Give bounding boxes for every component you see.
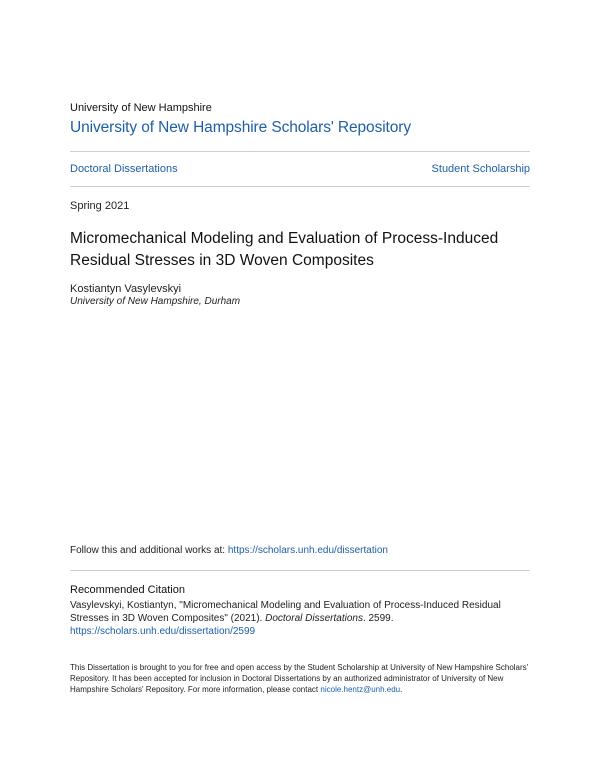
notice-text: This Dissertation is brought to you for free and open access by the Student Scholarship at University of New Hampshire Scholars' Repository. It has been accepted for inclusion in Doctoral Dissertations by an authorized administrator of University of New Hampshire Scholars' Repository. For more information, please contact bbox=[70, 663, 529, 694]
author-affiliation: University of New Hampshire, Durham bbox=[70, 296, 241, 307]
notice-end: . bbox=[400, 685, 403, 694]
citation-line-2 bbox=[70, 612, 530, 625]
institution-name: University of New Hampshire bbox=[70, 102, 212, 114]
publication-date: Spring 2021 bbox=[70, 200, 130, 212]
access-notice bbox=[70, 662, 530, 695]
contact-email-link[interactable]: nicole.hentz@unh.edu bbox=[320, 685, 401, 694]
citation-block bbox=[70, 599, 530, 638]
title-line-2: Residual Stresses in 3D Woven Composites bbox=[70, 252, 374, 269]
follow-text: Follow this and additional works at: bbox=[70, 545, 228, 556]
follow-link[interactable]: https://scholars.unh.edu/dissertation bbox=[227, 545, 388, 556]
divider-categories bbox=[70, 186, 530, 187]
author-name: Kostiantyn Vasylevskyi bbox=[70, 283, 182, 295]
divider-top bbox=[70, 151, 530, 152]
follow-line bbox=[70, 545, 388, 556]
repository-title-link[interactable]: University of New Hampshire Scholars' Repository bbox=[70, 119, 411, 136]
citation-series: Doctoral Dissertations bbox=[265, 613, 363, 624]
citation-link[interactable]: https://scholars.unh.edu/dissertation/2599 bbox=[70, 626, 256, 637]
citation-text-b: . 2599. bbox=[362, 613, 394, 624]
category-doctoral-dissertations-link[interactable]: Doctoral Dissertations bbox=[70, 163, 178, 175]
category-student-scholarship-link[interactable]: Student Scholarship bbox=[431, 163, 530, 175]
citation-text-a: Stresses in 3D Woven Composites" (2021). bbox=[70, 613, 266, 624]
document-title bbox=[70, 228, 530, 272]
divider-citation bbox=[70, 570, 530, 571]
recommended-citation-heading: Recommended Citation bbox=[70, 584, 185, 596]
citation-line-1: Vasylevskyi, Kostiantyn, "Micromechanical Modeling and Evaluation of Process-Induced Residual bbox=[70, 600, 501, 611]
title-line-1: Micromechanical Modeling and Evaluation of Process-Induced bbox=[70, 230, 499, 247]
